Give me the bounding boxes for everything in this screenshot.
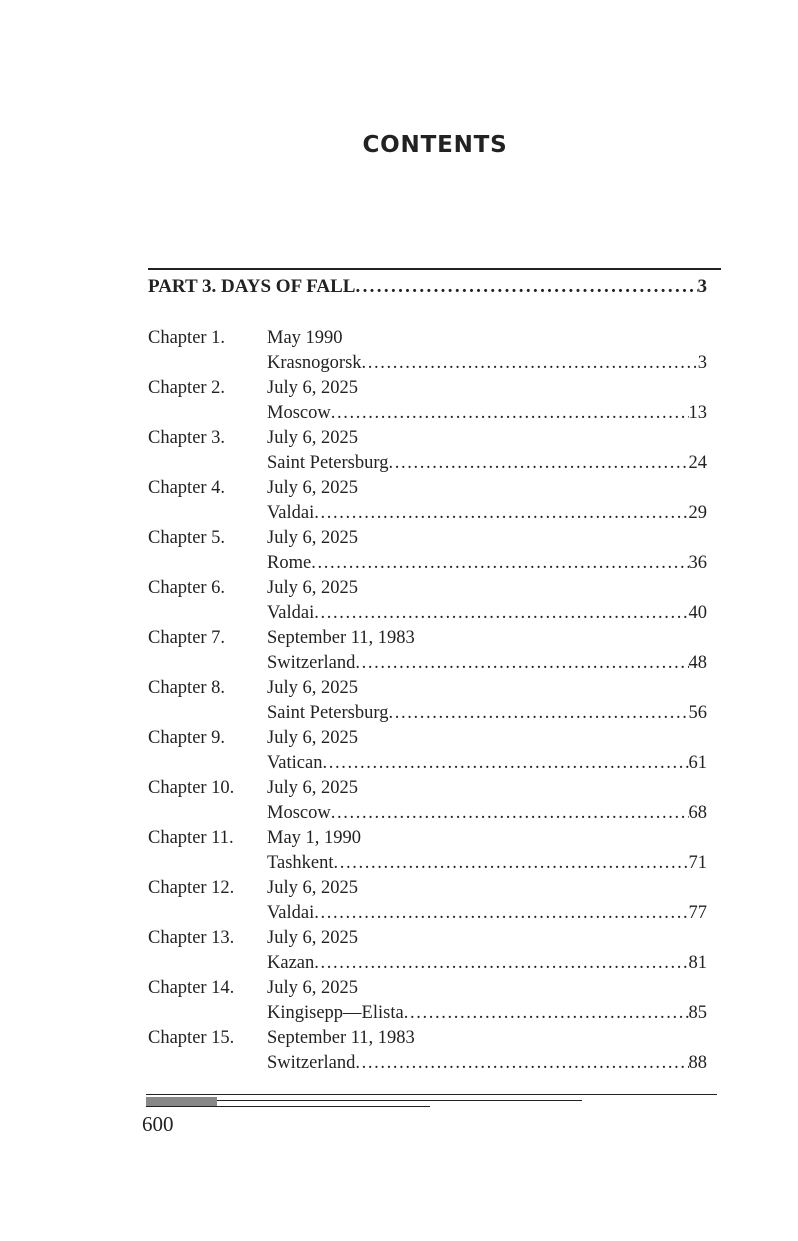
- chapter-number: Chapter 3.: [148, 428, 226, 448]
- chapter-entry[interactable]: [148, 626, 707, 676]
- chapter-entry[interactable]: [148, 476, 707, 526]
- chapter-page-number: 56: [688, 703, 707, 723]
- chapter-place: Kingisepp—Elista: [267, 1003, 404, 1023]
- chapter-place: Kazan: [267, 953, 315, 973]
- chapter-page-number: 3: [697, 353, 707, 373]
- chapter-place: Rome: [267, 553, 312, 573]
- chapter-number: Chapter 7.: [148, 628, 226, 648]
- chapter-entry[interactable]: [148, 426, 707, 476]
- dot-leader: [362, 351, 698, 376]
- chapter-page-number: 88: [688, 1053, 707, 1073]
- chapter-page-number: 40: [688, 603, 707, 623]
- dot-leader: [355, 276, 697, 298]
- chapter-date: July 6, 2025: [267, 878, 358, 898]
- chapter-number: Chapter 10.: [148, 778, 235, 798]
- chapter-date: May 1, 1990: [267, 828, 362, 848]
- page-number: 600: [142, 1112, 174, 1136]
- chapter-date: July 6, 2025: [267, 578, 358, 598]
- chapter-line: [267, 651, 707, 676]
- dot-leader: [355, 651, 688, 676]
- chapter-date: July 6, 2025: [267, 778, 358, 798]
- chapter-date: May 1990: [267, 328, 343, 348]
- dot-leader: [334, 851, 689, 876]
- chapter-page-number: 13: [688, 403, 707, 423]
- part-page-number: 3: [697, 276, 707, 297]
- chapter-date: July 6, 2025: [267, 728, 358, 748]
- top-rule: [148, 268, 721, 270]
- chapter-place: Valdai: [267, 903, 315, 923]
- chapter-page-number: 29: [688, 503, 707, 523]
- dot-leader: [331, 401, 689, 426]
- chapter-entry[interactable]: [148, 376, 707, 426]
- chapter-date: July 6, 2025: [267, 978, 358, 998]
- footer-rule: [146, 1094, 717, 1095]
- chapter-number: Chapter 4.: [148, 478, 226, 498]
- chapter-page-number: 48: [688, 653, 707, 673]
- chapter-number: Chapter 1.: [148, 328, 226, 348]
- chapter-number: Chapter 13.: [148, 928, 235, 948]
- chapter-line: [267, 451, 707, 476]
- chapter-line: [267, 501, 707, 526]
- chapter-line: [267, 801, 707, 826]
- chapter-entry[interactable]: [148, 826, 707, 876]
- chapter-place: Vatican: [267, 753, 323, 773]
- footer-bar: [146, 1097, 217, 1106]
- chapter-page-number: 81: [688, 953, 707, 973]
- chapter-date: July 6, 2025: [267, 528, 358, 548]
- chapter-number: Chapter 15.: [148, 1028, 235, 1048]
- chapter-line: [267, 351, 707, 376]
- chapter-date: September 11, 1983: [267, 628, 415, 648]
- chapter-number: Chapter 2.: [148, 378, 226, 398]
- chapter-entry[interactable]: [148, 576, 707, 626]
- chapter-number: Chapter 9.: [148, 728, 226, 748]
- chapter-date: July 6, 2025: [267, 428, 358, 448]
- dot-leader: [314, 601, 688, 626]
- chapter-page-number: 85: [688, 1003, 707, 1023]
- chapter-number: Chapter 6.: [148, 578, 226, 598]
- chapter-place: Moscow: [267, 403, 331, 423]
- chapter-entry[interactable]: [148, 876, 707, 926]
- dot-leader: [314, 901, 688, 926]
- dot-leader: [388, 451, 688, 476]
- chapter-line: [267, 1001, 707, 1026]
- chapter-number: Chapter 11.: [148, 828, 234, 848]
- dot-leader: [314, 951, 688, 976]
- chapter-entry[interactable]: [148, 1026, 707, 1076]
- chapter-entry[interactable]: [148, 776, 707, 826]
- chapter-place: Saint Petersburg: [267, 703, 389, 723]
- chapter-number: Chapter 14.: [148, 978, 235, 998]
- chapter-list: [148, 326, 707, 1076]
- chapter-page-number: 36: [688, 553, 707, 573]
- chapter-page-number: 24: [688, 453, 707, 473]
- chapter-line: [267, 601, 707, 626]
- footer-rule: [146, 1106, 430, 1107]
- chapter-place: Valdai: [267, 603, 315, 623]
- chapter-entry[interactable]: [148, 326, 707, 376]
- chapter-entry[interactable]: [148, 726, 707, 776]
- part-title: PART 3. DAYS OF FALL: [148, 276, 356, 297]
- chapter-number: Chapter 8.: [148, 678, 226, 698]
- dot-leader: [314, 501, 688, 526]
- dot-leader: [311, 551, 688, 576]
- dot-leader: [322, 751, 688, 776]
- chapter-page-number: 71: [688, 853, 707, 873]
- chapter-date: July 6, 2025: [267, 678, 358, 698]
- chapter-line: [267, 1051, 707, 1076]
- chapter-entry[interactable]: [148, 926, 707, 976]
- dot-leader: [404, 1001, 689, 1026]
- chapter-entry[interactable]: [148, 676, 707, 726]
- part-entry[interactable]: [148, 276, 707, 298]
- chapter-line: [267, 401, 707, 426]
- chapter-entry[interactable]: [148, 526, 707, 576]
- chapter-place: Valdai: [267, 503, 315, 523]
- chapter-place: Switzerland: [267, 653, 356, 673]
- chapter-date: September 11, 1983: [267, 1028, 415, 1048]
- chapter-number: Chapter 12.: [148, 878, 235, 898]
- dot-leader: [331, 801, 689, 826]
- chapter-number: Chapter 5.: [148, 528, 226, 548]
- chapter-line: [267, 551, 707, 576]
- chapter-place: Tashkent: [267, 853, 334, 873]
- dot-leader: [355, 1051, 688, 1076]
- chapter-page-number: 68: [688, 803, 707, 823]
- chapter-date: July 6, 2025: [267, 928, 358, 948]
- chapter-place: Moscow: [267, 803, 331, 823]
- chapter-place: Krasnogorsk: [267, 353, 362, 373]
- dot-leader: [388, 701, 688, 726]
- chapter-entry[interactable]: [148, 976, 707, 1026]
- chapter-line: [267, 751, 707, 776]
- chapter-date: July 6, 2025: [267, 378, 358, 398]
- chapter-line: [267, 851, 707, 876]
- chapter-line: [267, 951, 707, 976]
- footer-rule: [217, 1100, 582, 1101]
- page-title: CONTENTS: [362, 132, 508, 158]
- chapter-page-number: 61: [688, 753, 707, 773]
- chapter-line: [267, 901, 707, 926]
- chapter-place: Saint Petersburg: [267, 453, 389, 473]
- chapter-page-number: 77: [688, 903, 707, 923]
- chapter-line: [267, 701, 707, 726]
- chapter-place: Switzerland: [267, 1053, 356, 1073]
- chapter-date: July 6, 2025: [267, 478, 358, 498]
